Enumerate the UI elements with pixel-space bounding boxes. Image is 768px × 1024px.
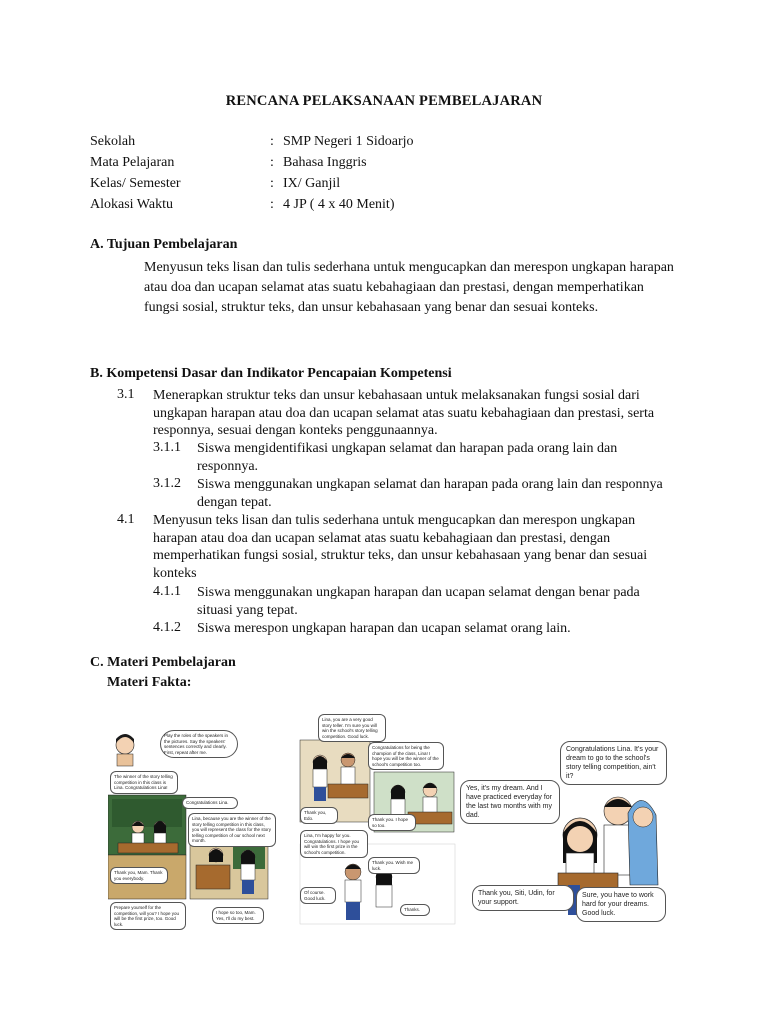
info-colon: : xyxy=(270,155,274,170)
comic-panel-right xyxy=(458,735,663,930)
speech-bubble: Lina, because you are the winner of the story telling competition in this class, you will represent the class for the story telling competition of our school next month. xyxy=(188,813,276,847)
section-b-heading: B. Kompetensi Dasar dan Indikator Pencapaian Kompetensi xyxy=(90,366,452,381)
indicator-number: 3.1.2 xyxy=(153,476,181,491)
speech-bubble: Congratulations Lina. It's your dream to go to the school's story telling competition, ain't it? xyxy=(560,741,667,785)
page-title: RENCANA PELAKSANAAN PEMBELAJARAN xyxy=(225,93,543,109)
info-label-kelas: Kelas/ Semester xyxy=(90,176,181,191)
speech-bubble: Thank you, Siti, Udin, for your support. xyxy=(472,885,574,911)
speech-bubble: Lina, you are a very good story teller. I'm sure you will win the school's story telling competition. Good luck. xyxy=(318,714,386,742)
indicator-number: 3.1.1 xyxy=(153,440,181,455)
speech-bubble: Prepare yourself for the competition, will you? I hope you will be the first prize, too. Good luck. xyxy=(110,902,186,930)
kd-text: Menerapkan struktur teks dan unsur kebahasaan untuk melaksanakan fungsi sosial dari ungkapan harapan atau doa dan ucapan selamat atas suatu kebahagiaan dan prestasi, serta responnya, sesuai dengan konteks penggunaannya. xyxy=(153,388,655,438)
kd-text: Menyusun teks lisan dan tulis sederhana untuk mengucapkan dan merespon ungkapan harapan atau doa dan ucapan selamat atas suatu kebahagiaan dan prestasi, dengan memperhatikan fungsi sosial, struktur teks, dan unsur kebahasaan yang benar dan sesuai konteks xyxy=(153,513,648,581)
section-a-heading: A. Tujuan Pembelajaran xyxy=(90,237,238,252)
speech-bubble: Thank you, Mam. Thank you everybody. xyxy=(110,867,168,884)
comic-panel-left xyxy=(108,727,273,927)
section-c-subheading: Materi Fakta: xyxy=(107,675,192,690)
speech-bubble: Thank you, Edo. xyxy=(300,807,338,824)
info-label-mapel: Mata Pelajaran xyxy=(90,155,175,170)
section-a-text: Menyusun teks lisan dan tulis sederhana untuk mengucapkan dan merespon ungkapan harapan atau doa dan ucapan selamat atas suatu kebahagiaan dan prestasi, dengan memperhatikan fungsi sosial, struktur teks, dan unsur kebahasaan yang benar dan sesuai konteks. xyxy=(144,260,674,315)
info-value-kelas: IX/ Ganjil xyxy=(283,176,341,191)
speech-bubble: Play the roles of the speakers in the pictures. Say the speakers' sentences correctly and clearly. First, repeat after me. xyxy=(160,730,238,758)
speech-bubble: Thanks. xyxy=(400,904,430,916)
speech-bubble: I hope so too, Mam. Yes, I'll do my best. xyxy=(212,907,264,924)
speech-bubble: Congratulations Lina. xyxy=(182,797,238,809)
kd-number: 3.1 xyxy=(117,387,135,402)
speech-bubble: Of course. Good luck. xyxy=(300,887,336,904)
info-value-alokasi: 4 JP ( 4 x 40 Menit) xyxy=(283,197,395,212)
info-value-mapel: Bahasa Inggris xyxy=(283,155,367,170)
info-label-sekolah: Sekolah xyxy=(90,134,136,149)
kd-number: 4.1 xyxy=(117,512,135,527)
speech-bubble: Congratulations for being the champion of the class, Lina! I hope you will be the winner of the school's competition too. xyxy=(368,742,444,770)
info-colon: : xyxy=(270,197,274,212)
speech-bubble: The winner of the story telling competition in this class is Lina. Congratulations Lina! xyxy=(110,771,178,794)
speech-bubble: Yes, it's my dream. And I have practiced everyday for the last two months with my dad. xyxy=(460,780,560,824)
indicator-text: Siswa menggunakan ungkapan harapan dan ucapan selamat dengan benar pada situasi yang tepat. xyxy=(197,585,640,618)
info-value-sekolah: SMP Negeri 1 Sidoarjo xyxy=(283,134,414,149)
indicator-number: 4.1.2 xyxy=(153,620,181,635)
indicator-number: 4.1.1 xyxy=(153,584,181,599)
comic-panel-middle xyxy=(298,712,458,927)
speech-bubble: Thank you. Wish me luck. xyxy=(368,857,420,874)
indicator-text: Siswa merespon ungkapan harapan dan ucapan selamat orang lain. xyxy=(197,621,571,636)
indicator-text: Siswa menggunakan ungkapan selamat dan harapan pada orang lain dan responnya dengan tepat. xyxy=(197,477,663,510)
speech-bubble: Thank you. I hope so too. xyxy=(368,814,416,831)
section-c-heading: C. Materi Pembelajaran xyxy=(90,655,236,670)
info-colon: : xyxy=(270,176,274,191)
info-colon: : xyxy=(270,134,274,149)
indicator-text: Siswa mengidentifikasi ungkapan selamat dan harapan pada orang lain dan responnya. xyxy=(197,441,618,474)
speech-bubble: Lina, I'm happy for you. Congratulations. I hope you will win the first prize in the school's competition. xyxy=(300,830,368,858)
speech-bubble: Sure, you have to work hard for your dreams. Good luck. xyxy=(576,887,666,922)
info-label-alokasi: Alokasi Waktu xyxy=(90,197,173,212)
